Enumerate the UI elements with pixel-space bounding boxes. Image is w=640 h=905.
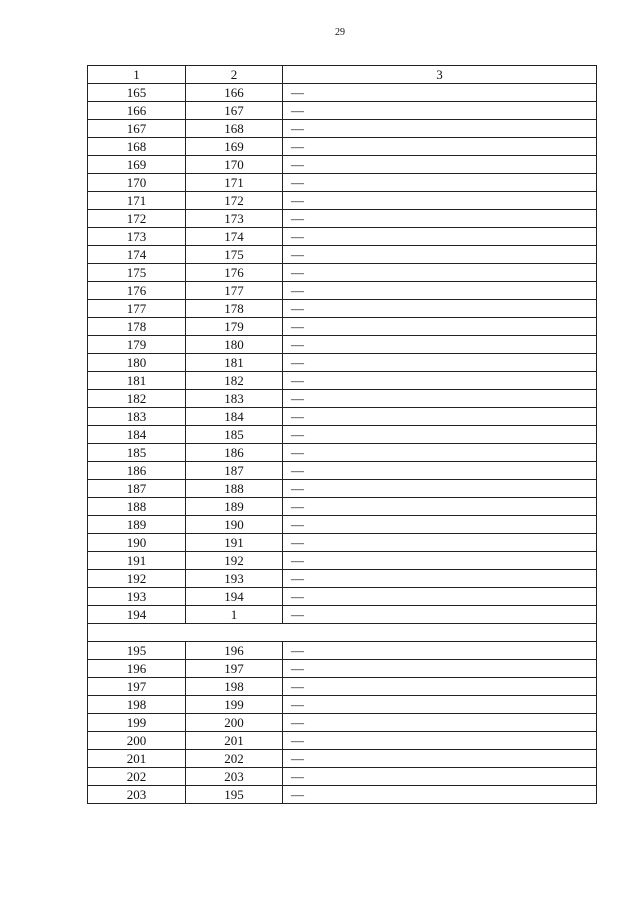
cell-col2: 179 xyxy=(186,318,283,336)
cell-col3: — xyxy=(283,300,597,318)
cell-col3: — xyxy=(283,246,597,264)
data-table xyxy=(87,65,597,804)
table-row xyxy=(88,390,597,408)
cell-col2: 197 xyxy=(186,660,283,678)
cell-col2: 192 xyxy=(186,552,283,570)
cell-col2: 168 xyxy=(186,120,283,138)
cell-col3: — xyxy=(283,552,597,570)
table-row xyxy=(88,408,597,426)
cell-col2: 181 xyxy=(186,354,283,372)
cell-col2: 186 xyxy=(186,444,283,462)
cell-col3: — xyxy=(283,228,597,246)
table-row xyxy=(88,336,597,354)
cell-col3: — xyxy=(283,786,597,804)
cell-col1: 178 xyxy=(88,318,186,336)
cell-col3: — xyxy=(283,696,597,714)
cell-col1: 196 xyxy=(88,660,186,678)
table-row xyxy=(88,786,597,804)
table-row xyxy=(88,318,597,336)
table-header-row xyxy=(88,66,597,84)
cell-col1: 186 xyxy=(88,462,186,480)
cell-col2: 180 xyxy=(186,336,283,354)
cell-col3: — xyxy=(283,714,597,732)
cell-col3: — xyxy=(283,354,597,372)
cell-col1: 191 xyxy=(88,552,186,570)
cell-col2: 185 xyxy=(186,426,283,444)
cell-col1: 185 xyxy=(88,444,186,462)
cell-col1: 176 xyxy=(88,282,186,300)
cell-col2: 194 xyxy=(186,588,283,606)
table-row xyxy=(88,768,597,786)
table-row xyxy=(88,156,597,174)
column-header-1: 1 xyxy=(88,66,186,84)
cell-col2: 198 xyxy=(186,678,283,696)
cell-col1: 194 xyxy=(88,606,186,624)
cell-col1: 193 xyxy=(88,588,186,606)
cell-col2: 183 xyxy=(186,390,283,408)
cell-col2: 195 xyxy=(186,786,283,804)
table-row xyxy=(88,300,597,318)
cell-col1: 183 xyxy=(88,408,186,426)
cell-col2: 199 xyxy=(186,696,283,714)
cell-col2: 202 xyxy=(186,750,283,768)
cell-col2: 178 xyxy=(186,300,283,318)
cell-col2: 1 xyxy=(186,606,283,624)
cell-col1: 180 xyxy=(88,354,186,372)
cell-col1: 177 xyxy=(88,300,186,318)
table-row xyxy=(88,138,597,156)
table-row xyxy=(88,84,597,102)
table-row xyxy=(88,462,597,480)
cell-col2: 190 xyxy=(186,516,283,534)
cell-col3: — xyxy=(283,516,597,534)
cell-col3: — xyxy=(283,444,597,462)
table-row xyxy=(88,102,597,120)
cell-col1: 187 xyxy=(88,480,186,498)
cell-col3: — xyxy=(283,372,597,390)
cell-col2: 177 xyxy=(186,282,283,300)
table-row xyxy=(88,192,597,210)
cell-col3: — xyxy=(283,336,597,354)
cell-col2: 169 xyxy=(186,138,283,156)
cell-col3: — xyxy=(283,660,597,678)
cell-col3: — xyxy=(283,678,597,696)
cell-col2: 175 xyxy=(186,246,283,264)
cell-col3: — xyxy=(283,534,597,552)
cell-col1: 169 xyxy=(88,156,186,174)
cell-col3: — xyxy=(283,192,597,210)
cell-col1: 168 xyxy=(88,138,186,156)
cell-col1: 170 xyxy=(88,174,186,192)
cell-col1: 190 xyxy=(88,534,186,552)
cell-col1: 198 xyxy=(88,696,186,714)
page-number: 29 xyxy=(335,27,345,38)
cell-col2: 173 xyxy=(186,210,283,228)
cell-col3: — xyxy=(283,282,597,300)
table-row xyxy=(88,444,597,462)
cell-col1: 166 xyxy=(88,102,186,120)
cell-col2: 182 xyxy=(186,372,283,390)
cell-col3: — xyxy=(283,408,597,426)
table-row xyxy=(88,480,597,498)
table-row xyxy=(88,498,597,516)
cell-col2: 191 xyxy=(186,534,283,552)
table-row xyxy=(88,732,597,750)
cell-col3: — xyxy=(283,138,597,156)
table-row xyxy=(88,696,597,714)
cell-col2: 174 xyxy=(186,228,283,246)
cell-col1: 179 xyxy=(88,336,186,354)
cell-col1: 173 xyxy=(88,228,186,246)
cell-col1: 165 xyxy=(88,84,186,102)
cell-col3: — xyxy=(283,156,597,174)
cell-col2: 196 xyxy=(186,642,283,660)
table-row xyxy=(88,516,597,534)
table-row xyxy=(88,660,597,678)
cell-col1: 181 xyxy=(88,372,186,390)
cell-col2: 172 xyxy=(186,192,283,210)
cell-col1: 182 xyxy=(88,390,186,408)
cell-col2: 201 xyxy=(186,732,283,750)
cell-col1: 195 xyxy=(88,642,186,660)
cell-col1: 200 xyxy=(88,732,186,750)
cell-col3: — xyxy=(283,606,597,624)
cell-col3: — xyxy=(283,174,597,192)
table-row xyxy=(88,552,597,570)
cell-col3: — xyxy=(283,570,597,588)
cell-col3: — xyxy=(283,588,597,606)
cell-col2: 187 xyxy=(186,462,283,480)
cell-col2: 200 xyxy=(186,714,283,732)
table-row xyxy=(88,174,597,192)
cell-col3: — xyxy=(283,102,597,120)
cell-col3: — xyxy=(283,390,597,408)
table-row xyxy=(88,588,597,606)
cell-col1: 202 xyxy=(88,768,186,786)
cell-col1: 201 xyxy=(88,750,186,768)
table-row xyxy=(88,282,597,300)
table-row xyxy=(88,120,597,138)
cell-col2: 166 xyxy=(186,84,283,102)
table-row xyxy=(88,642,597,660)
cell-col1: 175 xyxy=(88,264,186,282)
cell-col2: 171 xyxy=(186,174,283,192)
table-row xyxy=(88,228,597,246)
table-spacer-row xyxy=(88,624,597,642)
cell-col2: 193 xyxy=(186,570,283,588)
spacer-cell xyxy=(88,624,597,642)
cell-col2: 184 xyxy=(186,408,283,426)
cell-col1: 199 xyxy=(88,714,186,732)
column-header-3: 3 xyxy=(283,66,597,84)
table-row xyxy=(88,354,597,372)
table-row xyxy=(88,750,597,768)
table-row xyxy=(88,210,597,228)
cell-col3: — xyxy=(283,120,597,138)
cell-col2: 167 xyxy=(186,102,283,120)
cell-col1: 184 xyxy=(88,426,186,444)
cell-col1: 171 xyxy=(88,192,186,210)
table-body xyxy=(88,84,597,804)
cell-col2: 170 xyxy=(186,156,283,174)
cell-col1: 167 xyxy=(88,120,186,138)
cell-col3: — xyxy=(283,264,597,282)
cell-col1: 197 xyxy=(88,678,186,696)
cell-col3: — xyxy=(283,480,597,498)
table-row xyxy=(88,246,597,264)
cell-col3: — xyxy=(283,318,597,336)
table-row xyxy=(88,372,597,390)
table-row xyxy=(88,606,597,624)
cell-col3: — xyxy=(283,210,597,228)
cell-col3: — xyxy=(283,426,597,444)
cell-col3: — xyxy=(283,732,597,750)
table-row xyxy=(88,570,597,588)
table-row xyxy=(88,714,597,732)
table-row xyxy=(88,534,597,552)
column-header-2: 2 xyxy=(186,66,283,84)
cell-col1: 172 xyxy=(88,210,186,228)
cell-col1: 174 xyxy=(88,246,186,264)
cell-col1: 189 xyxy=(88,516,186,534)
cell-col3: — xyxy=(283,462,597,480)
cell-col2: 188 xyxy=(186,480,283,498)
cell-col1: 203 xyxy=(88,786,186,804)
table-row xyxy=(88,426,597,444)
cell-col2: 203 xyxy=(186,768,283,786)
table-row xyxy=(88,264,597,282)
table-row xyxy=(88,678,597,696)
cell-col3: — xyxy=(283,768,597,786)
cell-col3: — xyxy=(283,498,597,516)
cell-col3: — xyxy=(283,642,597,660)
cell-col1: 192 xyxy=(88,570,186,588)
cell-col2: 189 xyxy=(186,498,283,516)
cell-col2: 176 xyxy=(186,264,283,282)
cell-col3: — xyxy=(283,750,597,768)
cell-col3: — xyxy=(283,84,597,102)
cell-col1: 188 xyxy=(88,498,186,516)
